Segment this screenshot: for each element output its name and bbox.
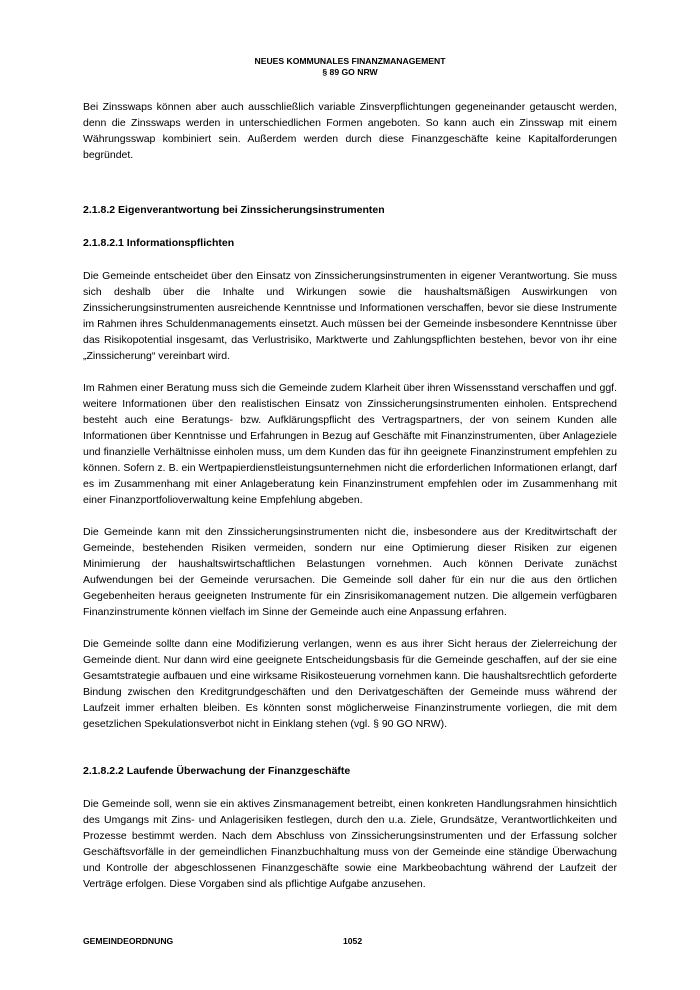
header-title: NEUES KOMMUNALES FINANZMANAGEMENT [254,56,446,66]
subsection-heading-ueberwachung: 2.1.8.2.2 Laufende Überwachung der Finanzgeschäfte [83,765,351,777]
section-heading: 2.1.8.2 Eigenverantwortung bei Zinssicherungsinstrumenten [83,204,385,216]
footer-document-title: GEMEINDEORDNUNG [83,936,174,946]
page-content [83,99,617,892]
paragraph: Im Rahmen einer Beratung muss sich die Gemeinde zudem Klarheit über ihren Wissensstand verschaffen und ggf. weitere Informationen über den realistischen Einsatz von Zinssicherungsinstrumenten einholen. Entsprechend besteht auch eine Beratungs- bzw. Aufklärungspflicht des Vertragspartners, der von seinem Kunden alle Informationen über Kenntnisse und Erfahrungen in Bezug auf Geschäfte mit Finanzinstrumenten, über Anlageziele und finanzielle Verhältnisse einholen muss, um dem Kunden das für ihn geeignete Finanzinstrument empfehlen zu können. Sofern z. B. ein Wertpapierdienstleistungsunternehmen nicht die erforderlichen Informationen erlangt, darf es im Zusammenhang mit einer Anlageberatung kein Finanzinstrument empfehlen oder im Zusammenhang mit einer Finanzportfolioverwaltung keine Empfehlung abgeben. [83,382,617,506]
paragraph: Die Gemeinde entscheidet über den Einsatz von Zinssicherungsinstrumenten in eigener Verantwortung. Sie muss sich deshalb über die Inhalte und Wirkungen sowie die haushaltsmäßigen Auswirkungen von Zinssicherungsinstrumenten ausreichende Kenntnisse und Informationen verschaffen, bevor sie diese Instrumente im Rahmen ihres Schuldenmanagements einsetzt. Auch müssen bei der Gemeinde insbesondere Kenntnisse über das Risikopotential insgesamt, das Verlustrisiko, Marktwerte und Zahlungspflichten bestehen, bevor von ihr eine „Zinssicherung“ vereinbart wird. [83,270,617,362]
page-number: 1052 [343,936,363,946]
header-subtitle: § 89 GO NRW [322,67,378,77]
paragraph: Die Gemeinde soll, wenn sie ein aktives Zinsmanagement betreibt, einen konkreten Handlungsrahmen hinsichtlich des Umgangs mit Zins- und Anlagerisiken festlegen, durch den u.a. Ziele, Grundsätze, Verantwortlichkeiten und Prozesse bestimmt werden. Nach dem Abschluss von Zinssicherungsinstrumenten und der Erfassung solcher Geschäftsvorfälle in der gemeindlichen Finanzbuchhaltung muss von der Gemeinde eine ständige Überwachung und Kontrolle der abgeschlossenen Finanzgeschäfte sowie eine Markbeobachtung während der Laufzeit der Verträge erfolgen. Diese Vorgaben sind als pflichtige Aufgabe anzusehen. [83,798,617,890]
paragraph: Die Gemeinde kann mit den Zinssicherungsinstrumenten nicht die, insbesondere aus der Kreditwirtschaft der Gemeinde, bestehenden Risiken vermeiden, sondern nur eine Optimierung dieser Risiken zur eigenen Minimierung der haushaltswirtschaftlichen Belastungen vornehmen. Auch können Derivate zunächst Aufwendungen bei der Gemeinde verursachen. Die Gemeinde soll daher für ein nur die aus den örtlichen Gegebenheiten heraus geeigneten Instrumente für ein Zinsrisikomanagement nutzen. Die allgemein verfügbaren Finanzinstrumente können vielfach im Sinne der Gemeinde auch eine Anpassung erfahren. [83,526,617,618]
subsection-heading-informationspflichten: 2.1.8.2.1 Informationspflichten [83,237,235,249]
paragraph: Die Gemeinde sollte dann eine Modifizierung verlangen, wenn es aus ihrer Sicht heraus der Zielerreichung der Gemeinde dient. Nur dann wird eine geeignete Entscheidungsbasis für die Gemeinde geschaffen, auf der sie eine Gesamtstrategie aufbauen und eine wirksame Risikosteuerung vornehmen kann. Die haushaltsrechtlich geforderte Bindung zwischen den Kreditgrundgeschäften und den Derivatgeschäften der Gemeinde muss während der Laufzeit immer erhalten bleiben. Es könnten sonst möglicherweise Finanzinstrumente vorliegen, die mit dem gesetzlichen Spekulationsverbot nicht in Einklang stehen (vgl. § 90 GO NRW). [83,638,617,730]
intro-paragraph: Bei Zinsswaps können aber auch ausschließlich variable Zinsverpflichtungen gegeneinander getauscht werden, denn die Zinsswaps werden in unterschiedlichen Formen angeboten. So kann auch ein Zinsswap mit einem Währungsswap kombiniert sein. Außerdem werden durch diese Finanzgeschäfte keine Kapitalforderungen begründet. [83,101,617,161]
page-header [0,56,700,78]
